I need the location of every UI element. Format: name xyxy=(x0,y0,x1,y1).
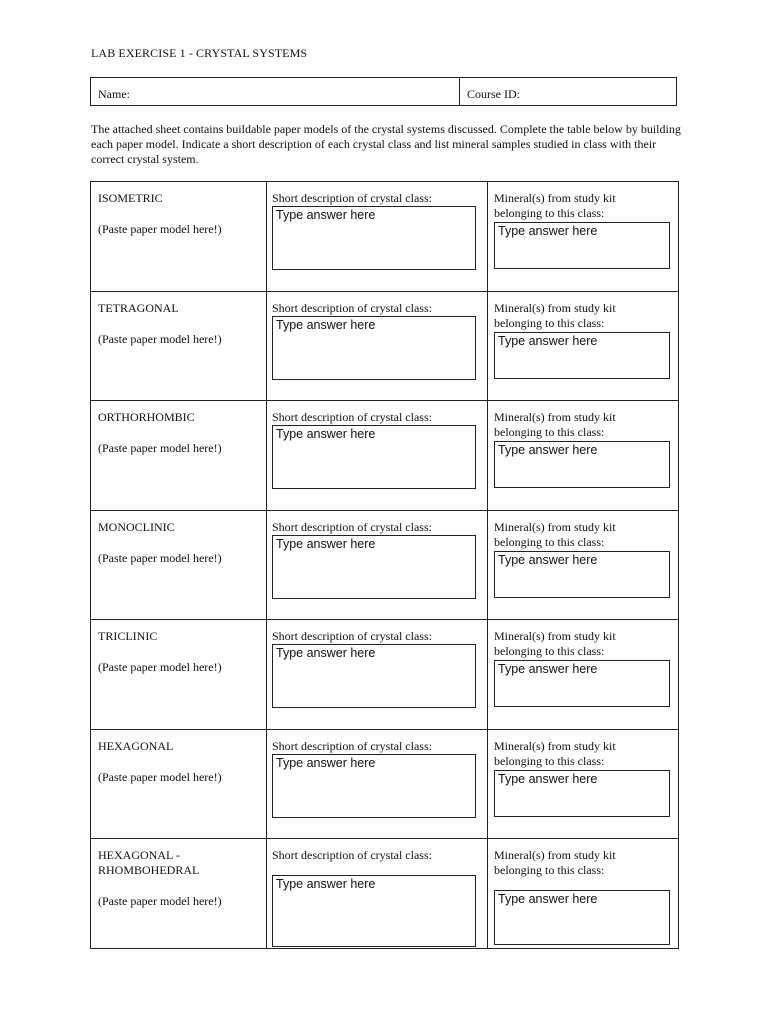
description-label: Short description of crystal class: xyxy=(272,519,432,534)
paste-label: (Paste paper model here!) xyxy=(98,894,222,908)
system-name: HEXAGONAL - xyxy=(98,848,180,862)
system-cell xyxy=(91,182,267,292)
minerals-answer-field[interactable]: Type answer here xyxy=(494,770,670,817)
paste-label: (Paste paper model here!) xyxy=(98,660,222,674)
minerals-answer-field[interactable]: Type answer here xyxy=(494,222,670,269)
system-name: MONOCLINIC xyxy=(98,519,175,534)
minerals-label-line1: Mineral(s) from study kit xyxy=(494,410,616,424)
minerals-cell xyxy=(488,292,679,402)
description-answer-field[interactable]: Type answer here xyxy=(272,754,476,818)
minerals-cell xyxy=(488,839,679,949)
description-cell xyxy=(267,401,488,511)
minerals-label-line1: Mineral(s) from study kit xyxy=(494,629,616,643)
system-name: TETRAGONAL xyxy=(98,300,179,315)
description-answer-field[interactable]: Type answer here xyxy=(272,535,476,599)
description-cell xyxy=(267,730,488,840)
minerals-label-line2: belonging to this class: xyxy=(494,753,605,768)
minerals-answer-field[interactable]: Type answer here xyxy=(494,332,670,379)
minerals-answer-field[interactable]: Type answer here xyxy=(494,660,670,707)
system-cell xyxy=(91,620,267,730)
minerals-label-line2: belonging to this class: xyxy=(494,206,605,220)
minerals-answer-field[interactable]: Type answer here xyxy=(494,441,670,488)
minerals-label-line1: Mineral(s) from study kit xyxy=(494,191,616,205)
description-answer-field[interactable]: Type answer here xyxy=(272,206,476,270)
description-label: Short description of crystal class: xyxy=(272,738,432,753)
table-row xyxy=(91,730,679,840)
paste-label: (Paste paper model here!) xyxy=(98,441,222,455)
minerals-cell xyxy=(488,511,679,621)
system-name: ORTHORHOMBIC xyxy=(98,410,195,424)
course-id-field[interactable] xyxy=(460,78,676,105)
description-cell xyxy=(267,292,488,402)
description-answer-field[interactable]: Type answer here xyxy=(272,425,476,489)
description-label: Short description of crystal class: xyxy=(272,410,432,424)
paste-label: (Paste paper model here!) xyxy=(98,769,222,784)
description-answer-field[interactable]: Type answer here xyxy=(272,875,476,947)
crystal-systems-table xyxy=(90,181,679,949)
table-row xyxy=(91,620,679,730)
system-name: ISOMETRIC xyxy=(98,191,163,205)
minerals-answer-field[interactable]: Type answer here xyxy=(494,890,670,945)
description-cell xyxy=(267,511,488,621)
system-cell xyxy=(91,511,267,621)
description-label: Short description of crystal class: xyxy=(272,191,432,205)
table-row xyxy=(91,401,679,511)
minerals-label-line1: Mineral(s) from study kit xyxy=(494,519,616,534)
description-label: Short description of crystal class: xyxy=(272,629,432,643)
course-id-label: Course ID: xyxy=(467,87,520,101)
minerals-label-line2: belonging to this class: xyxy=(494,644,605,658)
minerals-cell xyxy=(488,730,679,840)
system-name-line2: RHOMBOHEDRAL xyxy=(98,863,200,877)
system-cell xyxy=(91,839,267,949)
paste-label: (Paste paper model here!) xyxy=(98,331,222,346)
system-name: TRICLINIC xyxy=(98,629,158,643)
table-row xyxy=(91,292,679,402)
description-answer-field[interactable]: Type answer here xyxy=(272,316,476,380)
description-label: Short description of crystal class: xyxy=(272,300,432,315)
minerals-cell xyxy=(488,401,679,511)
minerals-label-line2: belonging to this class: xyxy=(494,863,605,877)
minerals-answer-field[interactable]: Type answer here xyxy=(494,551,670,598)
description-cell xyxy=(267,620,488,730)
minerals-label-line2: belonging to this class: xyxy=(494,425,605,439)
paste-label: (Paste paper model here!) xyxy=(98,550,222,565)
minerals-cell xyxy=(488,620,679,730)
name-label: Name: xyxy=(98,87,130,101)
table-row xyxy=(91,182,679,292)
paste-label: (Paste paper model here!) xyxy=(98,222,222,236)
system-cell xyxy=(91,292,267,402)
instructions: The attached sheet contains buildable paper models of the crystal systems discussed. Complete the table below by building each paper model. Indicate a short description of each crystal class and list mineral samples studied in class with their correct crystal system. xyxy=(91,122,681,166)
description-cell xyxy=(267,182,488,292)
table-row xyxy=(91,511,679,621)
student-info-box xyxy=(90,77,677,106)
minerals-label-line2: belonging to this class: xyxy=(494,534,605,549)
description-cell xyxy=(267,839,488,949)
minerals-label-line1: Mineral(s) from study kit xyxy=(494,738,616,753)
minerals-cell xyxy=(488,182,679,292)
system-cell xyxy=(91,401,267,511)
name-field[interactable] xyxy=(91,78,460,105)
table-row xyxy=(91,839,679,949)
minerals-label-line1: Mineral(s) from study kit xyxy=(494,300,616,315)
system-cell xyxy=(91,730,267,840)
system-name: HEXAGONAL xyxy=(98,738,174,753)
description-label: Short description of crystal class: xyxy=(272,848,432,862)
minerals-label-line1: Mineral(s) from study kit xyxy=(494,848,616,862)
page-title: LAB EXERCISE 1 - CRYSTAL SYSTEMS xyxy=(91,46,308,60)
description-answer-field[interactable]: Type answer here xyxy=(272,644,476,708)
minerals-label-line2: belonging to this class: xyxy=(494,315,605,330)
